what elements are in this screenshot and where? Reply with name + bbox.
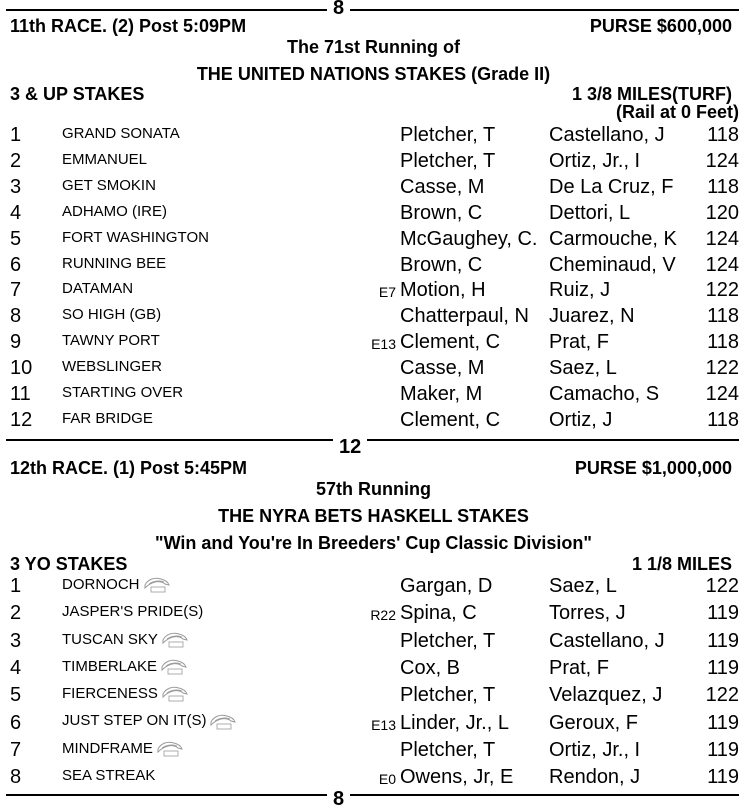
- trainer-name: [400, 150, 495, 172]
- trainer-name: [400, 657, 460, 679]
- jockey-name: [549, 684, 662, 706]
- jockey-name-text: Ortiz, J: [549, 408, 613, 431]
- weight-text: 119: [707, 711, 739, 734]
- entry-row: [0, 598, 747, 624]
- entry-row: [0, 301, 747, 327]
- program-number-text: 6: [10, 711, 22, 734]
- trainer-name-text: Linder, Jr., L: [400, 711, 509, 734]
- entry-row: [0, 172, 747, 198]
- entry-note-text: E13: [371, 336, 396, 353]
- jockey-name: [549, 150, 640, 172]
- program-number-text: 7: [10, 279, 22, 302]
- weight: [707, 739, 739, 761]
- horse-name-text: FAR BRIDGE: [62, 409, 153, 427]
- trainer-name-text: Spina, C: [400, 602, 477, 625]
- jockey-name: [549, 279, 610, 301]
- top-page-number: 8: [327, 0, 350, 18]
- jockey-name: [549, 630, 665, 652]
- race2-distance: 1 1/8 MILES: [631, 554, 732, 574]
- horse-name: [62, 125, 180, 143]
- bottom-divider: [6, 794, 739, 796]
- horse-name: [62, 603, 203, 621]
- jockey-name-text: Ortiz, Jr., I: [549, 149, 641, 172]
- entry-row: [0, 120, 747, 146]
- weight-text: 119: [707, 656, 739, 679]
- jockey-name-text: Juarez, N: [549, 305, 635, 328]
- trainer-name-text: Cox, B: [400, 656, 461, 679]
- weight-text: 118: [707, 331, 739, 354]
- program-number-text: 5: [10, 227, 22, 250]
- jockey-name-text: Prat, F: [549, 656, 610, 679]
- trainer-name-text: Gargan, D: [400, 575, 493, 597]
- trainer-name: [400, 383, 482, 405]
- horse-name-text: RUNNING BEE: [62, 254, 167, 272]
- bottom-page-number: 8: [327, 789, 350, 809]
- weight: [706, 383, 739, 405]
- horse-name: [62, 229, 209, 247]
- entry-row: [0, 626, 747, 652]
- trainer-name: [400, 305, 529, 327]
- horse-name-text: SEA STREAK: [62, 767, 156, 785]
- entry-row: [0, 379, 747, 405]
- weight-text: 122: [705, 684, 739, 707]
- jockey-name: [549, 383, 659, 405]
- weight: [707, 766, 739, 788]
- trainer-name-text: Motion, H: [400, 279, 486, 302]
- program-number: [10, 228, 21, 250]
- program-number: [10, 124, 21, 146]
- trainer-name: [400, 409, 500, 431]
- trainer-name-text: McGaughey, C.: [400, 227, 538, 250]
- trainer-name: [400, 357, 484, 379]
- breeders-cup-logo-icon: [209, 713, 237, 731]
- program-number-text: 11: [10, 383, 31, 405]
- horse-name: [62, 306, 161, 324]
- weight: [706, 228, 739, 250]
- program-number-text: 2: [10, 602, 22, 625]
- horse-name: [62, 384, 183, 402]
- horse-name: [62, 332, 160, 350]
- entry-note-text: E7: [378, 284, 396, 301]
- program-number: [10, 630, 21, 652]
- horse-name-text: TIMBERLAKE: [62, 657, 158, 675]
- trainer-name-text: Chatterpaul, N: [400, 305, 529, 328]
- horse-name: [62, 767, 155, 785]
- weight: [706, 684, 739, 706]
- trainer-name-text: Pletcher, T: [400, 629, 496, 652]
- program-number-text: 4: [10, 656, 22, 679]
- program-number: [10, 202, 21, 224]
- race1-rail: (Rail at 0 Feet): [615, 102, 739, 122]
- jockey-name: [549, 739, 640, 761]
- entry-row: [0, 680, 747, 706]
- horse-name: [62, 358, 162, 376]
- entry-row: [0, 653, 747, 679]
- breeders-cup-logo-icon: [161, 631, 189, 649]
- breeders-cup-logo-icon: [161, 685, 189, 703]
- weight: [706, 575, 739, 597]
- trainer-name-text: Brown, C: [400, 253, 483, 276]
- weight-text: 124: [705, 253, 739, 276]
- race1-running: The 71st Running of: [287, 37, 460, 57]
- jockey-name-text: Cheminaud, V: [549, 253, 676, 276]
- horse-name: [62, 410, 153, 428]
- program-number-text: 3: [10, 629, 22, 652]
- program-number-text: 12: [10, 408, 33, 431]
- program-number: [10, 409, 32, 431]
- weight-text: 118: [707, 408, 739, 431]
- trainer-name: [400, 575, 492, 597]
- entry-row: [0, 250, 747, 276]
- horse-name-text: JASPER'S PRIDE(S): [62, 603, 204, 621]
- program-number: [10, 766, 21, 788]
- trainer-name: [400, 331, 500, 353]
- entry-note: [379, 770, 396, 788]
- race1-purse: PURSE $600,000: [589, 16, 732, 36]
- horse-name: [62, 151, 147, 169]
- trainer-name: [400, 630, 495, 652]
- horse-name-text: EMMANUEL: [62, 150, 148, 168]
- breeders-cup-logo-icon: [143, 576, 171, 594]
- jockey-name-text: Saez, L: [549, 357, 617, 380]
- weight-text: 118: [707, 305, 739, 328]
- trainer-name-text: Pletcher, T: [400, 124, 496, 146]
- trainer-name-text: Owens, Jr, E: [400, 766, 514, 789]
- horse-name: [62, 658, 188, 676]
- weight-text: 118: [707, 124, 739, 146]
- weight: [707, 331, 739, 353]
- jockey-name: [549, 766, 640, 788]
- trainer-name: [400, 176, 484, 198]
- jockey-name: [549, 124, 665, 146]
- program-number-text: 10: [10, 357, 33, 380]
- horse-name: [62, 685, 189, 703]
- program-number: [10, 383, 31, 405]
- entry-row: [0, 762, 747, 788]
- jockey-name-text: Geroux, F: [549, 711, 638, 734]
- horse-name: [62, 280, 133, 298]
- weight-text: 119: [707, 766, 739, 789]
- jockey-name-text: Velazquez, J: [549, 684, 663, 707]
- trainer-name: [400, 766, 513, 788]
- race2-title: THE NYRA BETS HASKELL STAKES: [218, 506, 529, 526]
- jockey-name: [549, 228, 677, 250]
- weight-text: 122: [705, 357, 739, 380]
- horse-name-text: SO HIGH (GB): [62, 306, 162, 324]
- horse-name-text: GRAND SONATA: [62, 125, 180, 142]
- jockey-name-text: Saez, L: [549, 575, 617, 597]
- horse-name: [62, 576, 171, 594]
- weight: [707, 124, 739, 146]
- top-divider: [6, 9, 739, 11]
- program-number: [10, 684, 21, 706]
- horse-name-text: WEBSLINGER: [62, 358, 163, 376]
- jockey-name-text: Rendon, J: [549, 766, 641, 789]
- weight-text: 122: [705, 575, 739, 597]
- trainer-name: [400, 739, 495, 761]
- program-number-text: 1: [10, 124, 22, 146]
- horse-name: [62, 712, 237, 730]
- program-number: [10, 739, 21, 761]
- trainer-name: [400, 124, 495, 146]
- entry-note-text: E13: [371, 716, 396, 733]
- program-number: [10, 279, 21, 301]
- race-divider: [6, 439, 739, 441]
- entry-row: [0, 224, 747, 250]
- entry-row: [0, 198, 747, 224]
- weight-text: 124: [705, 383, 739, 405]
- trainer-name-text: Clement, C: [400, 331, 501, 354]
- program-number-text: 2: [10, 149, 22, 172]
- weight-text: 119: [707, 738, 739, 761]
- trainer-name-text: Clement, C: [400, 408, 501, 431]
- program-number: [10, 657, 21, 679]
- weight-text: 124: [705, 227, 739, 250]
- weight-text: 118: [707, 175, 739, 198]
- program-number-text: 3: [10, 175, 22, 198]
- horse-name-text: FIERCENESS: [62, 685, 158, 703]
- entry-row: [0, 708, 747, 734]
- horse-name-text: DATAMAN: [62, 280, 134, 298]
- weight: [706, 357, 739, 379]
- program-number-text: 1: [10, 575, 22, 597]
- race2-running: 57th Running: [316, 479, 431, 499]
- horse-name-text: MINDFRAME: [62, 739, 153, 757]
- program-number-text: 8: [10, 766, 22, 789]
- program-number-text: 4: [10, 201, 22, 224]
- program-number: [10, 712, 21, 734]
- trainer-name-text: Maker, M: [400, 383, 483, 405]
- program-number: [10, 305, 21, 327]
- program-number-text: 6: [10, 253, 22, 276]
- trainer-name: [400, 602, 477, 624]
- jockey-name-text: Ortiz, Jr., I: [549, 738, 641, 761]
- weight: [707, 176, 739, 198]
- jockey-name: [549, 409, 612, 431]
- program-number: [10, 357, 32, 379]
- program-number: [10, 331, 21, 353]
- trainer-name-text: Pletcher, T: [400, 684, 496, 707]
- jockey-name: [549, 202, 630, 224]
- weight: [706, 279, 739, 301]
- horse-name-text: GET SMOKIN: [62, 176, 156, 194]
- weight: [707, 712, 739, 734]
- entry-note-text: E0: [378, 771, 396, 788]
- entry-row: [0, 275, 747, 301]
- race1-post-time: 11th RACE. (2) Post 5:09PM: [10, 16, 247, 36]
- jockey-name-text: Ruiz, J: [549, 279, 611, 302]
- horse-name-text: TUSCAN SKY: [62, 630, 158, 648]
- program-number-text: 9: [10, 331, 22, 354]
- race2-post-time: 12th RACE. (1) Post 5:45PM: [10, 458, 248, 478]
- entry-row: [0, 327, 747, 353]
- entry-note: [371, 716, 396, 734]
- race1-conditions: 3 & UP STAKES: [10, 84, 145, 104]
- race2-purse: PURSE $1,000,000: [574, 458, 732, 478]
- jockey-name-text: Camacho, S: [549, 383, 660, 405]
- horse-name-text: FORT WASHINGTON: [62, 228, 209, 246]
- entry-row: [0, 571, 747, 597]
- entry-row: [0, 735, 747, 761]
- weight-text: 122: [705, 279, 739, 302]
- trainer-name: [400, 202, 482, 224]
- trainer-name-text: Brown, C: [400, 201, 483, 224]
- race2-conditions: 3 YO STAKES: [10, 554, 128, 574]
- horse-name-text: STARTING OVER: [62, 384, 184, 401]
- race-divider-number: 12: [333, 437, 367, 457]
- race1-title: THE UNITED NATIONS STAKES (Grade II): [196, 64, 551, 84]
- trainer-name: [400, 279, 486, 301]
- jockey-name: [549, 657, 609, 679]
- weight: [707, 630, 739, 652]
- entry-row: [0, 146, 747, 172]
- weight: [706, 254, 739, 276]
- entry-note: [370, 606, 396, 624]
- jockey-name-text: De La Cruz, F: [549, 175, 674, 198]
- weight-text: 119: [707, 629, 739, 652]
- jockey-name: [549, 357, 617, 379]
- trainer-name-text: Casse, M: [400, 357, 485, 380]
- program-number: [10, 602, 21, 624]
- jockey-name: [549, 712, 638, 734]
- entry-row: [0, 405, 747, 431]
- horse-name-text: ADHAMO (IRE): [62, 202, 167, 220]
- trainer-name-text: Casse, M: [400, 175, 485, 198]
- jockey-name: [549, 575, 617, 597]
- program-number: [10, 254, 21, 276]
- entry-note-text: R22: [370, 607, 396, 624]
- jockey-name-text: Prat, F: [549, 331, 610, 354]
- jockey-name-text: Castellano, J: [549, 124, 665, 146]
- jockey-name: [549, 602, 626, 624]
- horse-name-text: JUST STEP ON IT(S): [62, 712, 207, 730]
- jockey-name: [549, 254, 676, 276]
- horse-name: [62, 203, 167, 221]
- breeders-cup-logo-icon: [160, 658, 188, 676]
- entry-row: [0, 353, 747, 379]
- program-number-text: 8: [10, 305, 22, 328]
- horse-name-text: TAWNY PORT: [62, 332, 160, 350]
- jockey-name-text: Torres, J: [549, 602, 626, 625]
- jockey-name-text: Dettori, L: [549, 201, 631, 224]
- weight: [706, 202, 739, 224]
- weight-text: 119: [707, 602, 739, 625]
- trainer-name-text: Pletcher, T: [400, 149, 496, 172]
- program-number: [10, 176, 21, 198]
- horse-name-text: DORNOCH: [62, 575, 140, 593]
- program-number-text: 5: [10, 684, 22, 707]
- jockey-name: [549, 176, 673, 198]
- program-number: [10, 575, 21, 597]
- horse-name: [62, 631, 189, 649]
- program-number: [10, 150, 21, 172]
- jockey-name: [549, 331, 609, 353]
- weight-text: 124: [705, 149, 739, 172]
- weight: [707, 409, 739, 431]
- weight: [707, 657, 739, 679]
- trainer-name-text: Pletcher, T: [400, 738, 496, 761]
- weight: [707, 602, 739, 624]
- entry-note: [379, 283, 396, 301]
- breeders-cup-logo-icon: [156, 740, 184, 758]
- jockey-name: [549, 305, 635, 327]
- horse-name: [62, 177, 156, 195]
- race2-subtitle: "Win and You're In Breeders' Cup Classic Division": [155, 533, 592, 553]
- weight: [706, 150, 739, 172]
- trainer-name: [400, 254, 482, 276]
- jockey-name-text: Castellano, J: [549, 629, 665, 652]
- horse-name: [62, 255, 166, 273]
- horse-name: [62, 740, 184, 758]
- trainer-name: [400, 712, 509, 734]
- weight-text: 120: [705, 201, 739, 224]
- jockey-name-text: Carmouche, K: [549, 227, 677, 250]
- program-number-text: 7: [10, 738, 22, 761]
- race1-distance: 1 3/8 MILES(TURF): [571, 84, 732, 104]
- trainer-name: [400, 684, 495, 706]
- entry-note: [371, 335, 396, 353]
- weight: [707, 305, 739, 327]
- trainer-name: [400, 228, 537, 250]
